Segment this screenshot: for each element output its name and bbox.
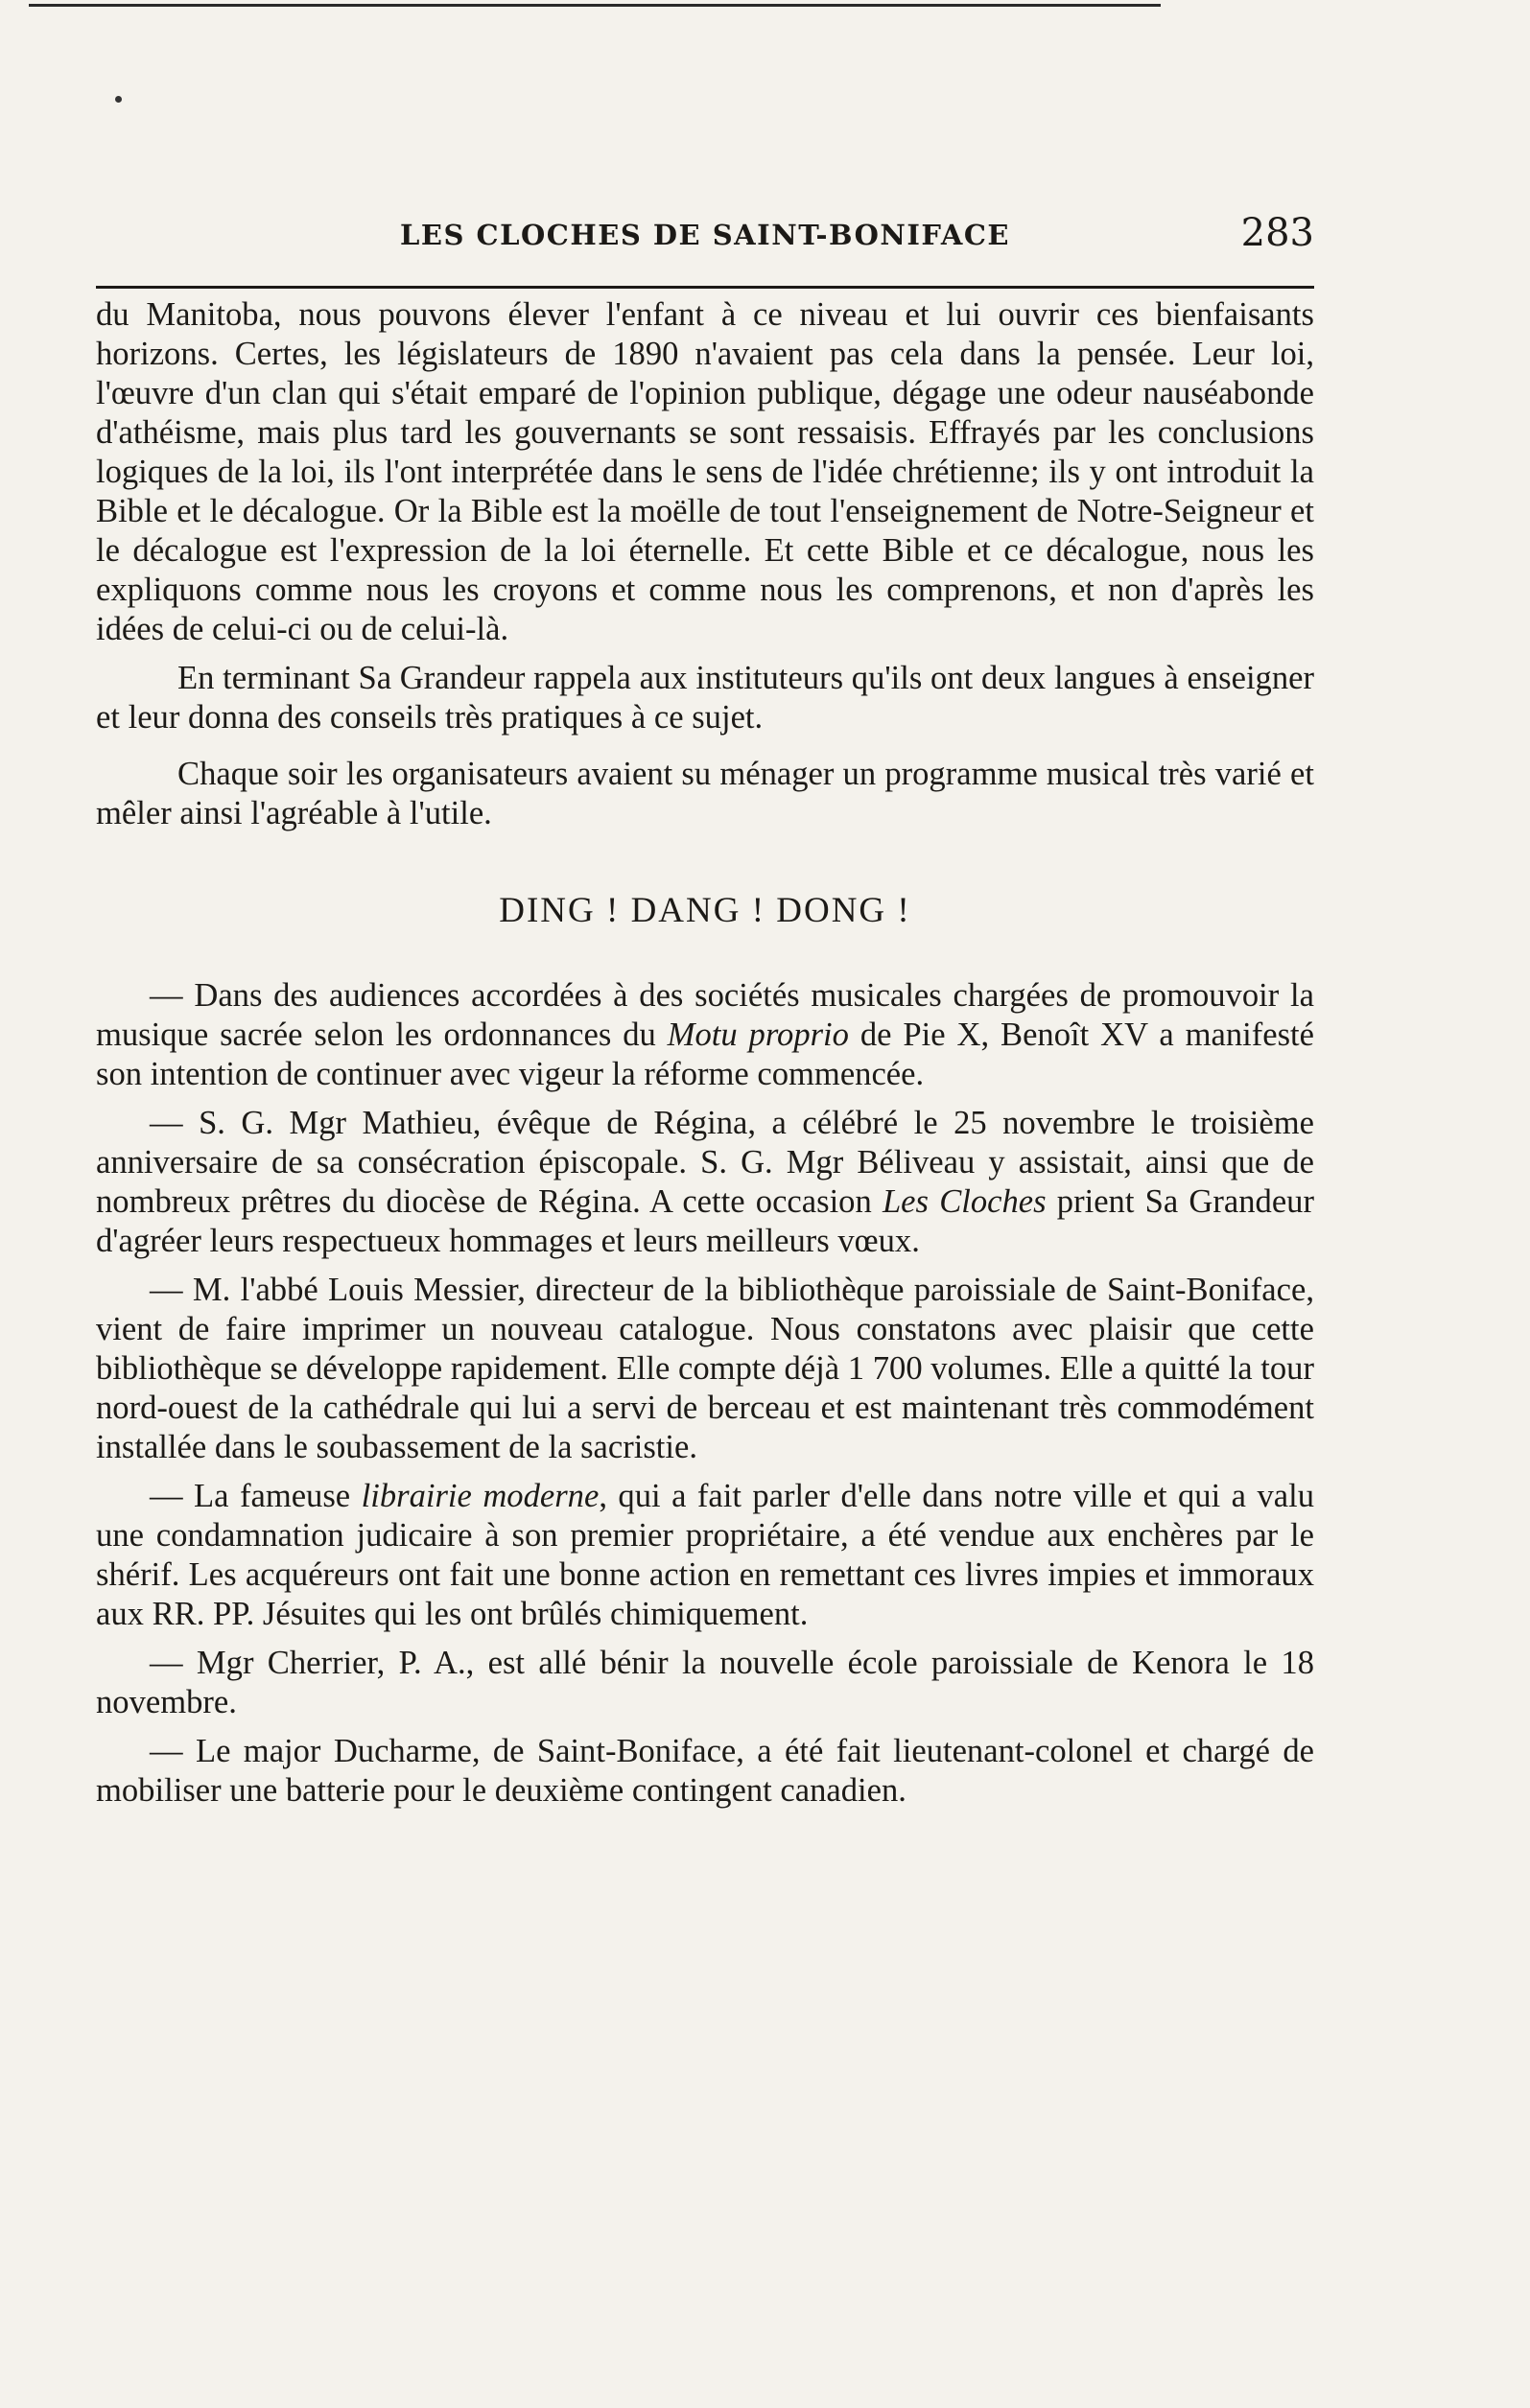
news-text: , qui a fait parler d'elle dans notre ville et qui a valu une condamnation judicaire à son premier propriétaire, a été vendue aux enchères par le shérif. Les acquéreurs ont fait une bonne action en remettant ces livres impies et immoraux aux RR. PP. Jésuites qui les ont brûlés chimiquement. [96,1478,1314,1632]
ink-speck [115,96,122,103]
page-number: 283 [1240,211,1314,255]
news-item: — Mgr Cherrier, P. A., est allé bénir la nouvelle école paroissiale de Kenora le 18 novembre. [96,1645,1314,1720]
news-item [96,1477,1314,1634]
news-text: — S. G. Mgr Mathieu, évêque de Régina, a célébré le 25 novembre le troisième anniversaire de sa consécration épiscopale. S. G. Mgr Béliveau y assistait, ainsi que de nombreux prêtres du diocèse de Régina. A cette occasion [96,1105,1314,1220]
page-header [96,211,1314,269]
header-rule [96,286,1314,289]
paragraph: En terminant Sa Grandeur rappela aux instituteurs qu'ils ont deux langues à enseigner et leur donna des conseils très pratiques à ce sujet. [96,660,1314,736]
news-text: prient Sa Grandeur d'agréer leurs respectueux hommages et leurs meilleurs vœux. [96,1183,1314,1259]
news-italic: Les Cloches [882,1183,1047,1220]
news-item: — M. l'abbé Louis Messier, directeur de la bibliothèque paroissiale de Saint-Boniface, vient de faire imprimer un nouveau catalogue. Nous constatons avec plaisir que cette bibliothèque se développe rapidement. Elle compte déjà 1 700 volumes. Elle a quitté la tour nord-ouest de la cathédrale qui lui a servi de berceau et est maintenant très commodément installée dans le soubassement de la sacristie. [96,1272,1314,1465]
news-item [96,1104,1314,1261]
paragraph: Chaque soir les organisateurs avaient su ménager un programme musical très varié et mêler ainsi l'agréable à l'utile. [96,756,1314,831]
news-text: — Dans des audiences accordées à des sociétés musicales chargées de promouvoir la musique sacrée selon les ordonnances du [96,977,1314,1053]
paragraph: du Manitoba, nous pouvons élever l'enfant à ce niveau et lui ouvrir ces bienfaisants horizons. Certes, les législateurs de 1890 n'avaient pas cela dans la pensée. Leur loi, l'œuvre d'un clan qui s'était emparé de l'opinion publique, dégage une odeur nauséabonde d'athéisme, mais plus tard les gouvernants se sont ressaisis. Effrayés par les conclusions logiques de la loi, ils l'ont interprétée dans le sens de l'idée chrétienne; ils y ont introduit la Bible et le décalogue. Or la Bible est la moëlle de tout l'enseignement de Notre-Seigneur et le décalogue est l'expression de la loi éternelle. Et cette Bible et ce décalogue, nous les expliquons comme nous les croyons et comme nous les comprenons, et non d'après les idées de celui-ci ou de celui-là. [96,296,1314,647]
news-text: de Pie X, Benoît XV a manifesté son intention de continuer avec vigeur la réforme commencée. [96,1017,1314,1092]
top-edge-rule [29,4,1161,7]
section-title: DING ! DANG ! DONG ! [499,891,911,930]
news-item [96,976,1314,1094]
running-head: LES CLOCHES DE SAINT-BONIFACE [399,219,1011,251]
news-text: — La fameuse [150,1478,362,1514]
news-item: — Le major Ducharme, de Saint-Boniface, a été fait lieutenant-colonel et chargé de mobiliser une batterie pour le deuxième contingent canadien. [96,1733,1314,1809]
news-italic: Motu proprio [667,1017,849,1053]
news-italic: librairie moderne [361,1478,600,1514]
body-text [96,295,1314,1811]
